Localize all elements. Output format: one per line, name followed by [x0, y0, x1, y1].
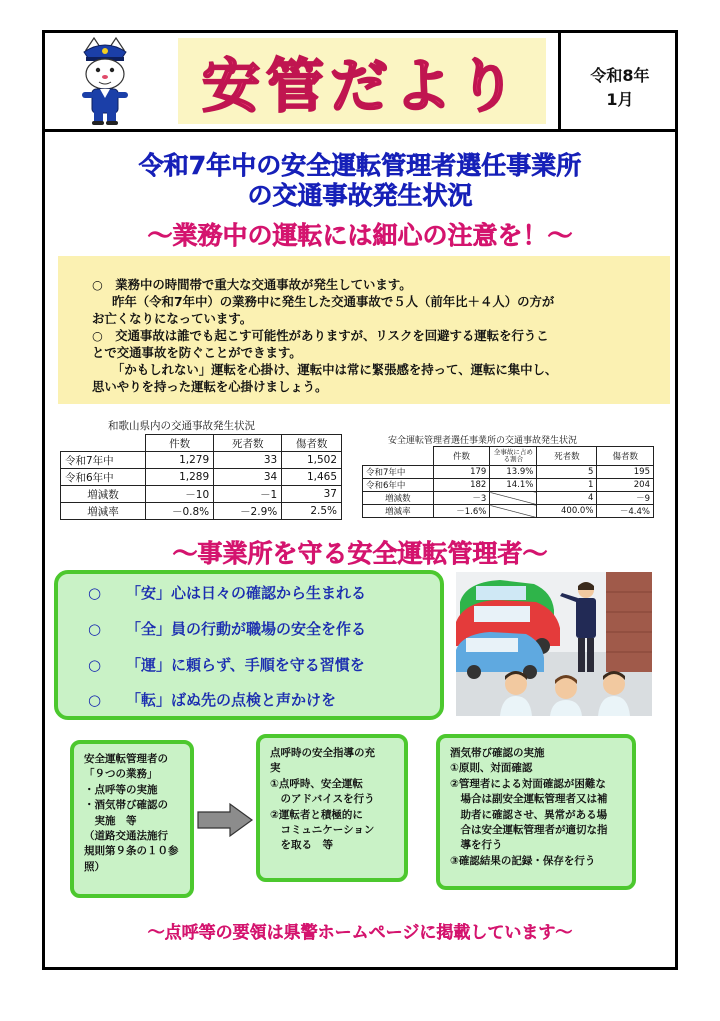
table-row	[363, 466, 654, 479]
table-header-cell: 件数	[146, 435, 214, 452]
table-row	[61, 452, 342, 469]
table-cell	[61, 435, 146, 452]
header-divider-vertical	[558, 30, 561, 131]
table-cell: －2.9%	[214, 503, 282, 520]
table-header-cell: 傷者数	[282, 435, 342, 452]
table-cell-empty	[490, 505, 537, 518]
table-header-row	[363, 447, 654, 466]
notice-p2-line1: ○ 交通事故は誰でも起こす可能性がありますが、リスクを回避する運転を行うこ	[92, 328, 549, 343]
table-cell: 4	[537, 492, 597, 505]
newsletter-title: 安管だより	[201, 52, 522, 120]
table-row	[61, 486, 342, 503]
table-row	[363, 505, 654, 518]
newsletter-title-box	[178, 38, 546, 124]
company-accident-table	[362, 446, 654, 518]
police-mascot-icon	[72, 36, 138, 126]
table-cell	[363, 447, 434, 466]
table-cell: 令和6年中	[61, 469, 146, 486]
issue-date	[566, 64, 674, 112]
table-cell: 34	[214, 469, 282, 486]
table-row	[363, 492, 654, 505]
table-cell: 14.1%	[490, 479, 537, 492]
table-cell: 令和7年中	[61, 452, 146, 469]
alcohol-check-text: 酒気帯び確認の実施 ①原則、対面確認 ②管理者による対面確認が困難な 場合は副安全運転管理者又は補 助者に確認させ、異常がある場 合は安全運転管理者が適切な指 導を行う ③確認結果の記録・保存を行う	[450, 747, 608, 867]
prefecture-accident-table	[60, 434, 342, 520]
table-header-cell: 死者数	[214, 435, 282, 452]
table-cell: 5	[537, 466, 597, 479]
motto-box	[54, 570, 444, 720]
table-header-cell: 傷者数	[597, 447, 654, 466]
table-row	[363, 479, 654, 492]
duties-text: 安全運転管理者の 「９つの業務」 ・点呼等の実施 ・酒気帯び確認の 実施 等 （道路交通法施行 規則第９条の１０参 照）	[84, 753, 179, 873]
motto-item: ○ 「転」ばぬ先の点検と声かけを	[88, 691, 337, 709]
table-cell: －10	[146, 486, 214, 503]
table-cell: 13.9%	[490, 466, 537, 479]
motto-item: ○ 「全」員の行動が職場の安全を作る	[88, 620, 367, 638]
table-row	[61, 503, 342, 520]
section2-title: ～事業所を守る安全運転管理者～	[172, 539, 548, 568]
table-cell: 増減数	[61, 486, 146, 503]
notice-p1-line1: ○ 業務中の時間帯で重大な交通事故が発生しています。	[92, 277, 412, 292]
table-cell: 195	[597, 466, 654, 479]
table-cell: 182	[433, 479, 490, 492]
safety-briefing-illustration	[456, 572, 652, 716]
table-cell: 令和6年中	[363, 479, 434, 492]
motto-item: ○ 「安」心は日々の確認から生まれる	[88, 584, 367, 602]
table-cell: 204	[597, 479, 654, 492]
table-cell: 33	[214, 452, 282, 469]
table-cell: 増減数	[363, 492, 434, 505]
table-row	[61, 469, 342, 486]
motto-item: ○ 「運」に頼らず、手順を守る習慣を	[88, 656, 365, 674]
guidance-box	[256, 734, 408, 882]
table-cell: 増減率	[363, 505, 434, 518]
table1-caption: 和歌山県内の交通事故発生状況	[108, 420, 255, 432]
notice-p2-line2: とで交通事故を防ぐことができます。	[92, 345, 302, 360]
table-header-cell: 死者数	[537, 447, 597, 466]
notice-p2-line4: 思いやりを持った運転を心掛けましょう。	[92, 379, 328, 394]
notice-box	[58, 256, 670, 404]
table-cell: －0.8%	[146, 503, 214, 520]
notice-p1-line3: お亡くなりになっています。	[92, 311, 253, 326]
guidance-text: 点呼時の安全指導の充 実 ①点呼時、安全運転 のアドバイスを行う ②運転者と積極的に コミュニケーション を取る 等	[270, 747, 375, 852]
table-header-cell: 件数	[433, 447, 490, 466]
table-header-row	[61, 435, 342, 452]
table-cell: 1,502	[282, 452, 342, 469]
footer-note: ～点呼等の要領は県警ホームページに掲載しています～	[147, 923, 573, 943]
table-cell: －1	[214, 486, 282, 503]
duties-box	[70, 740, 194, 898]
table-cell: 400.0%	[537, 505, 597, 518]
issue-date-month: 1月	[606, 90, 634, 109]
table-cell: 179	[433, 466, 490, 479]
table-header-cell: 全事故に占める割合	[490, 447, 537, 466]
table-cell: 37	[282, 486, 342, 503]
table2-caption: 安全運転管理者選任事業所の交通事故発生状況	[388, 436, 578, 446]
alcohol-check-box	[436, 734, 636, 890]
table-cell: －1.6%	[433, 505, 490, 518]
table-cell: 1,289	[146, 469, 214, 486]
table-cell: 令和7年中	[363, 466, 434, 479]
table-cell: －9	[597, 492, 654, 505]
arrow-right-icon	[196, 802, 254, 838]
headline-line2: の交通事故発生状況	[247, 181, 473, 210]
table-cell: 1	[537, 479, 597, 492]
table-cell: 2.5%	[282, 503, 342, 520]
table-cell: 1,465	[282, 469, 342, 486]
issue-date-year: 令和8年	[590, 66, 650, 85]
table-cell-empty	[490, 492, 537, 505]
notice-p2-line3: 「かもしれない」運転を心掛け、運転中は常に緊張感を持って、運転に集中し、	[112, 362, 558, 377]
header-divider	[42, 129, 678, 132]
headline-line1: 令和7年中の安全運転管理者選任事業所	[138, 151, 582, 180]
table-cell: －4.4%	[597, 505, 654, 518]
table-cell: 増減率	[61, 503, 146, 520]
table-cell: 1,279	[146, 452, 214, 469]
table-cell: －3	[433, 492, 490, 505]
subheadline: ～業務中の運転には細心の注意を！～	[147, 221, 573, 250]
notice-p1-line2: 昨年（令和7年中）の業務中に発生した交通事故で５人（前年比＋４人）の方が	[112, 294, 555, 309]
